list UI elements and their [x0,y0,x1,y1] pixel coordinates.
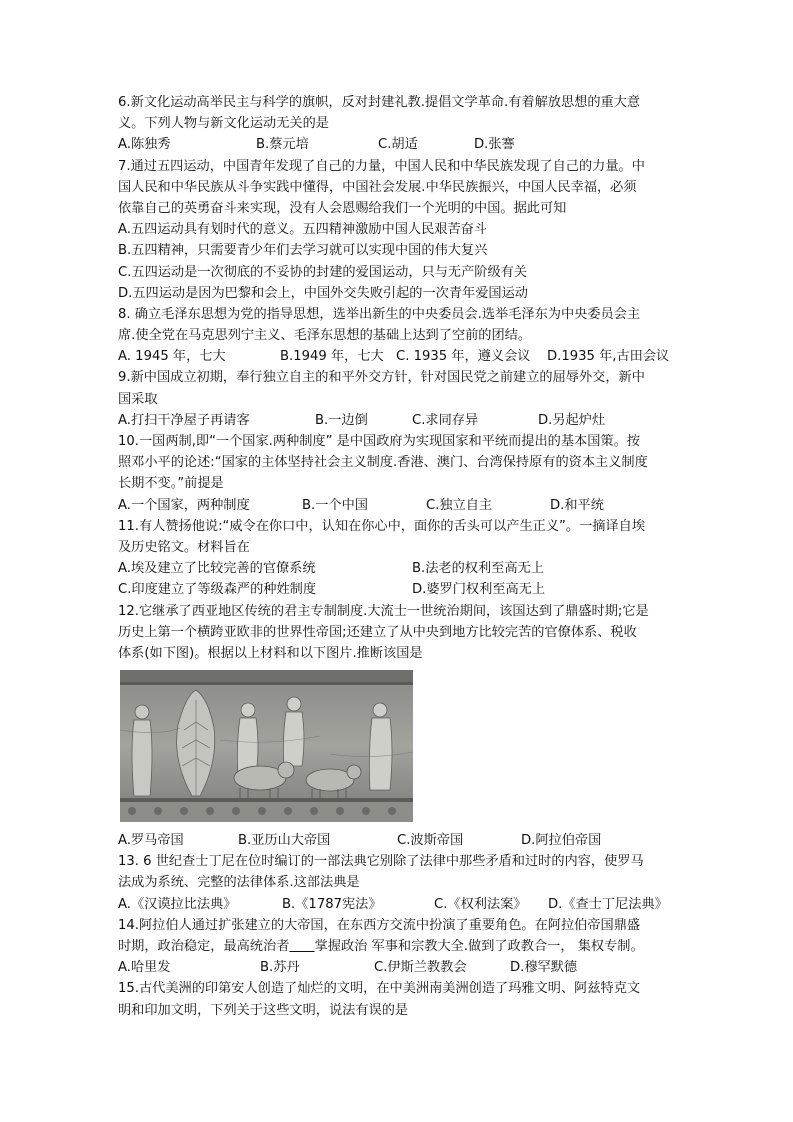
answer-blank [289,939,314,954]
persian-relief-image [120,670,413,822]
question-text: 法成为系统、完整的法律体系.这部法典是 [118,875,360,891]
question-11 [118,516,688,601]
option-c: C.胡适 [378,137,418,153]
option-d: D.另起炉灶 [538,412,606,428]
option-c: C.求同存异 [412,412,479,428]
option-b: B.苏丹 [260,960,300,976]
question-text-part: 掌握政治 军事和宗教大全.做到了政教合一， 集权专制。 [314,939,644,954]
options-row [118,346,688,367]
option-c: C.五四运动是一次彻底的不妥协的封建的爱国运动，只与无产阶级有关 [118,264,528,280]
question-text: 体系(如下图)。根据以上材料和以下图片.推断该国是 [118,645,423,661]
question-text: 及历史铭文。材料旨在 [118,539,250,555]
question-text: 明和印加文明，下列关于这些文明，说法有误的是 [118,1002,409,1018]
option-c: C.印度建立了等级森严的种姓制度 [118,582,317,598]
question-14 [118,915,688,979]
question-text: 义。下列人物与新文化运动无关的是 [118,116,329,132]
question-text: 9.新中国成立初期，奉行独立自主的和平外交方针，针对国民党之前建立的屈辱外交，新中 [118,370,645,386]
option-a: A.《汉谟拉比法典》 [118,896,237,912]
option-c: C.伊斯兰教教会 [374,960,467,976]
option-d: D.1935 年,古田会议 [547,349,670,365]
option-d: D.阿拉伯帝国 [521,833,602,849]
question-text: 照邓小平的论述:“国家的主体坚持社会主义制度.香港、澳门、台湾保持原有的资本主义制度 [118,455,648,471]
options-row [118,894,688,915]
question-text: 长期不变。”前提是 [118,476,224,492]
option-c: C.《权利法案》 [434,896,527,912]
question-12 [118,601,688,852]
options-row [118,579,688,600]
option-b: B.亚历山大帝国 [238,833,331,849]
option-d: D.张謇 [474,137,515,153]
option-b: B.一边倒 [315,412,368,428]
options-row [118,558,688,579]
option-b: B.一个中国 [302,497,368,513]
option-d: D.《查士丁尼法典》 [548,896,668,912]
question-7 [118,156,688,304]
option-a: A.罗马帝国 [118,833,184,849]
option-a: A.埃及建立了比较完善的官僚系统 [118,561,316,577]
question-text: 席.使全党在马克思列宁主义、毛泽东思想的基础上达到了空前的团结。 [118,328,532,344]
options-row [118,134,688,155]
question-text: 国人民和中华民族从斗争实践中懂得，中国社会发展.中华民族振兴，中国人民幸福，必须 [118,179,637,195]
option-d: D.五四运动是因为巴黎和会上，中国外交失败引起的一次青年爱国运动 [118,285,528,301]
option-b: B.五四精神，只需要青少年们去学习就可以实现中国的伟大复兴 [118,243,488,259]
question-text: 15.古代美洲的印第安人创造了灿烂的文明，在中美洲南美洲创造了玛雅文明、阿兹特克文 [118,981,641,997]
exam-page [118,92,688,1021]
question-8 [118,304,688,368]
question-6 [118,92,688,156]
option-a: A.哈里发 [118,960,171,976]
question-text: 国采取 [118,391,158,407]
options-row [118,410,688,431]
question-text: 13. 6 世纪查士丁尼在位时编订的一部法典它别除了法律中那些矛盾和过时的内容，使罗马 [118,854,644,870]
question-text-part: 时期，政治稳定，最高统治者 [118,939,290,954]
question-15 [118,978,688,1020]
question-10 [118,431,688,516]
options-row [118,957,688,978]
question-text: 历史上第一个横跨亚欧非的世界性帝国;还建立了从中央到地方比较完苦的官僚体系、税收 [118,624,637,640]
options-row [118,495,688,516]
option-c: C. 1935 年，遵义会议 [396,349,531,365]
option-d: D.婆罗门权利至高无上 [412,582,546,598]
question-text [118,936,688,957]
question-text: 依靠自己的英勇奋斗来实现，没有人会恩赐给我们一个光明的中国。据此可知 [118,200,567,216]
option-a: A.一个国家，两种制度 [118,497,250,513]
question-9 [118,367,688,431]
question-text: 10.一国两制,即“一个国家.两种制度” 是中国政府为实现国家和平统而提出的基本国策。按 [118,434,640,449]
option-b: B.1949 年，七大 [280,349,384,365]
question-text: 8. 确立毛泽东思想为党的指导思想，选举出新生的中央委员会.选举毛泽东为中央委员会主 [118,306,641,322]
question-text: 11.有人赞扬他说:“威令在你口中，认知在你心中，面你的舌头可以产生正义”。一摘译自埃 [118,518,646,534]
option-a: A.打扫干净屋子再请客 [118,412,250,428]
option-b: B.蔡元培 [256,137,309,153]
option-d: D.和平统 [550,497,604,513]
question-text: 12.它继承了西亚地区传统的君主专制制度.大流士一世统治期间，该国达到了鼎盛时期;它是 [118,603,649,619]
question-text: 7.通过五四运动，中国青年发现了自己的力量，中国人民和中华民族发现了自己的力量。中 [118,158,645,174]
option-d: D.穆罕默德 [510,960,578,976]
question-text: 14.阿拉伯人通过扩张建立的大帝国，在东西方交流中扮演了重要角色。在阿拉伯帝国鼎盛 [118,917,641,933]
option-b: B.《1787宪法》 [282,896,382,912]
option-b: B.法老的权利至高无上 [412,561,544,577]
option-a: A.陈独秀 [118,137,171,153]
question-13 [118,851,688,915]
question-text: 6.新文化运动高举民主与科学的旗帜，反对封建礼教.提倡文学革命.有着解放思想的重大意 [118,95,641,110]
option-a: A. 1945 年，七大 [118,349,226,365]
option-a: A.五四运动具有划时代的意义。五四精神激励中国人民艰苦奋斗 [118,222,488,238]
options-row [118,830,688,851]
option-c: C.波斯帝国 [397,833,464,849]
option-c: C.独立自主 [426,497,493,513]
